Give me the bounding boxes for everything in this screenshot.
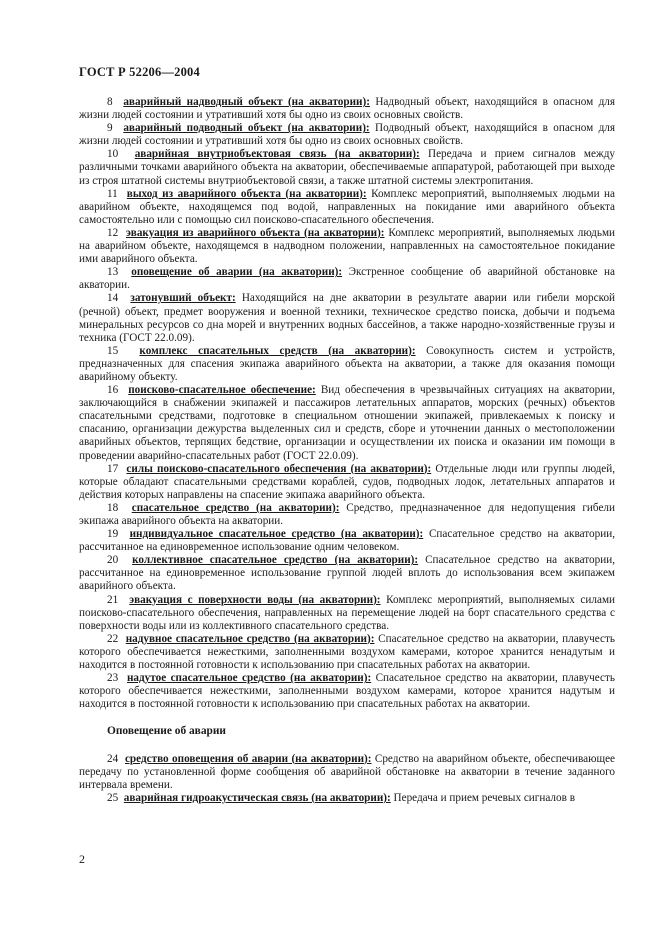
entry-term: коллективное спасательное средство (на акватории):	[132, 554, 419, 567]
entry-term: оповещение об аварии (на акватории):	[131, 266, 343, 279]
standard-header: ГОСТ Р 52206—2004	[79, 65, 200, 79]
entry-number: 21	[107, 593, 119, 606]
entry-term: индивидуальное спасательное средство (на акватории):	[129, 528, 424, 541]
entry-number: 25	[107, 791, 119, 804]
term-list	[79, 753, 615, 805]
entry-number: 24	[107, 752, 119, 765]
entry-definition: Экстренное сообщение об аварийной обстановке на акватории.	[79, 266, 615, 292]
term-entry	[79, 753, 615, 792]
entry-number: 15	[107, 344, 119, 357]
entry-definition: Комплекс мероприятий, выполняемых людьми на аварийном объекте, находящемся под водой, направленных на покидание ими аварийного объекта самостоятельно или с помощью сил поисково-спасательного обеспечения.	[79, 187, 616, 226]
entry-term: средство оповещения об аварии (на акватории):	[124, 752, 372, 765]
entry-definition: Передача и прием речевых сигналов в	[393, 791, 575, 804]
term-entry	[79, 122, 615, 148]
term-entry	[79, 148, 615, 187]
term-entry	[79, 96, 615, 122]
entry-number: 14	[107, 292, 119, 305]
term-entry	[79, 554, 615, 593]
term-entry	[79, 227, 615, 266]
term-list	[79, 96, 615, 711]
term-entry	[79, 672, 615, 711]
term-entry	[79, 528, 615, 554]
entry-definition: Подводный объект, находящийся в опасном для жизни людей состоянии и утративший хотя бы одно из своих основных свойств.	[79, 122, 616, 148]
entry-term: эвакуация с поверхности воды (на акватории):	[129, 593, 381, 606]
term-entry	[79, 266, 615, 292]
entry-number: 17	[107, 462, 119, 475]
document-body	[79, 96, 615, 805]
term-entry	[79, 188, 615, 227]
entry-number: 10	[107, 148, 119, 161]
entry-definition: Спасательное средство на акватории, рассчитанное на единовременное использование группой людей вплоть до использования всем экипажем аварийного объекта.	[79, 554, 615, 593]
entry-term: аварийная гидроакустическая связь (на акватории):	[123, 791, 391, 804]
entry-number: 8	[107, 96, 113, 108]
term-entry	[79, 463, 615, 502]
entry-definition: Вид обеспечения в чрезвычайных ситуациях на акватории, заключающийся в снабжении экипажей и пассажиров летательных аппаратов, морских (речных) объектов спасательными средствами, подготовке в специальном отношении экипажей, привлекаемых к поиску и спасанию, организации дежурства выделенных сил и средств, сборе и уточнении данных о местоположении аварийных объектов, терпящих бедствие, организации и осуществлении их поиска и оказании им помощи в проведении аварийно-спасательных работ (ГОСТ 22.0.09).	[79, 384, 616, 462]
entry-number: 9	[107, 122, 113, 135]
entry-term: выход из аварийного объекта (на акватории):	[126, 187, 367, 200]
entry-term: аварийный подводный объект (на акватории):	[123, 122, 370, 135]
term-entry	[79, 384, 615, 463]
entry-definition: Отдельные люди или группы людей, которые обладают спасательными средствами кораблей, судов, подводных лодок, летательных аппаратов и действия которых направлены на спасение экипажа аварийного объекта.	[79, 462, 616, 501]
entry-number: 22	[107, 632, 119, 645]
term-entry	[79, 292, 615, 344]
entry-number: 13	[107, 266, 119, 279]
entry-definition: Комплекс мероприятий, выполняемых людьми на аварийном объекте, находящемся в надводном положении, направленных на самостоятельное покидание ими аварийного объекта.	[79, 226, 616, 266]
entry-definition: Передача и прием сигналов между различными точками аварийного объекта на акватории, обеспечиваемые аппаратурой, работающей при выходе из строя штатной системы внутриобъектовой связи, а также штатной системы электропитания.	[79, 148, 615, 187]
section-heading: Оповещение об аварии	[107, 725, 226, 738]
entry-term: надувное спасательное средство (на акватории):	[125, 632, 375, 645]
term-entry	[79, 345, 615, 384]
entry-number: 11	[107, 187, 118, 200]
entry-definition: Спасательное средство на акватории, рассчитанное на единовременное использование одним человеком.	[79, 528, 616, 554]
entry-term: силы поисково-спасательного обеспечения (на акватории):	[126, 462, 432, 475]
term-entry	[79, 502, 615, 528]
entry-definition: Совокупность систем и устройств, предназначенных для спасения экипажа аварийного объекта на акватории, а также для оказания помощи аварийному объекту.	[79, 344, 616, 383]
entry-term: поисково-спасательное обеспечение:	[128, 384, 316, 397]
entry-definition: Средство, предназначенное для недопущения гибели экипажа аварийного объекта на акватории.	[79, 501, 616, 527]
entry-number: 18	[107, 501, 119, 514]
term-entry	[79, 792, 615, 805]
entry-number: 20	[107, 554, 119, 567]
page-number: 2	[79, 852, 85, 866]
entry-number: 19	[107, 528, 119, 541]
entry-number: 12	[107, 226, 119, 239]
entry-definition: Комплекс мероприятий, выполняемых силами поисково-спасательного обеспечения, направленных на перемещение людей на борт спасательного средства с поверхности воды или из коллективного спасательного средства.	[79, 593, 616, 632]
entry-definition: Спасательное средство на акватории, плавучесть которого обеспечивается нежесткими, заполненными воздухом камерами, которое хранится надутым и находится в постоянной готовности к использованию при спасательных работах на акватории.	[79, 672, 616, 711]
entry-term: комплекс спасательных средств (на акватории):	[139, 344, 416, 357]
entry-term: затонувший объект:	[130, 292, 236, 305]
entry-term: спасательное средство (на акватории):	[131, 501, 340, 514]
entry-term: эвакуация из аварийного объекта (на акватории):	[125, 226, 385, 239]
term-entry	[79, 633, 615, 672]
entry-definition: Средство на аварийном объекте, обеспечивающее передачу по установленной форме сообщения об аварийной обстановке на акватории в течение заданного интервала времени.	[79, 752, 616, 791]
entry-term: аварийный надводный объект (на акватории):	[123, 96, 370, 108]
term-entry	[79, 594, 615, 633]
entry-number: 16	[107, 384, 119, 397]
entry-definition: Надводный объект, находящийся в опасном для жизни людей состоянии и утративший хотя бы одно из своих основных свойств.	[79, 96, 616, 122]
entry-term: аварийная внутриобъектовая связь (на акватории):	[134, 148, 420, 161]
entry-term: надутое спасательное средство (на акватории):	[126, 672, 372, 685]
entry-definition: Спасательное средство на акватории, плавучесть которого обеспечивается нежесткими, заполненными воздухом камерами, которое хранится ненадутым и находится в постоянной готовности к использованию при спасательных работах на акватории.	[79, 632, 616, 672]
entry-definition: Находящийся на дне акватории в результате аварии или гибели морской (речной) объект, предмет вооружения и военной техники, техническое средство поиска, добычи и подъема минеральных ресурсов со дна морей и внутренних водных бассейнов, а также народно-хозяйственные грузы и техника (ГОСТ 22.0.09).	[79, 292, 616, 344]
entry-number: 23	[107, 672, 119, 685]
